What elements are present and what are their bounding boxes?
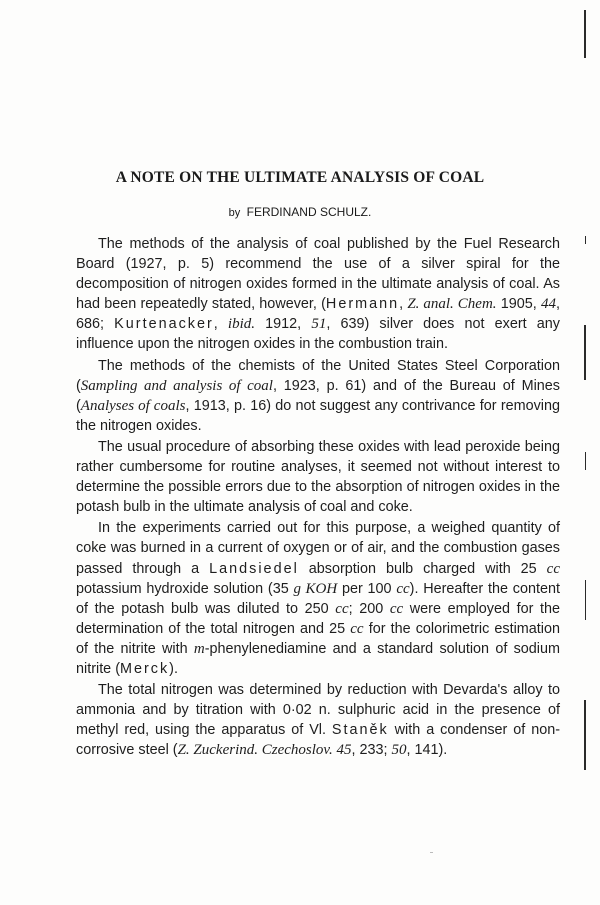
scan-edge-mark: [585, 236, 586, 244]
book-title: Sampling and analysis of coal: [80, 377, 273, 394]
author-citation: Landsiedel: [209, 560, 299, 577]
scan-speck: [430, 852, 433, 853]
paragraph-2: The methods of the chemists of the United States Steel Corporation (Sampling and analysis of coal, 1923, p. 61) and of the Bureau of Mines (Analyses of coals, 1913, p. 16) do not suggest any contrivance for removing the nitrogen oxides.: [76, 357, 560, 434]
book-title: Analyses of coals: [80, 397, 186, 414]
unit-cc: cc: [389, 600, 404, 617]
author-citation: Hermann: [325, 296, 400, 313]
unit-cc: cc: [546, 560, 560, 577]
author-citation: Merck: [119, 660, 170, 677]
unit-cc: cc: [335, 600, 349, 617]
paragraph-4: In the experiments carried out for this purpose, a weighed quantity of coke was burned in a current of oxygen or of air, and the combustion gases passed through a Landsiedel absorption bulb charged with 25 cc potassium hydroxide solution (35 g KOH per 100 cc). Hereafter the content of the potash bulb was diluted to 250 cc; 200 cc were employed for the determination of the total nitrogen and 25 cc for the colorimetric estimation of the nitrite with m-phenylenediamine and a standard solution of sodium nitrite (Merck).: [76, 520, 560, 677]
journal-citation: Z. anal. Chem.: [407, 296, 497, 313]
unit-cc: cc: [350, 620, 364, 637]
journal-citation: Z. Zuckerind. Czechoslov.: [177, 742, 333, 759]
formula: g KOH: [293, 580, 338, 597]
byline-prefix: by: [228, 207, 241, 219]
volume-number: 44: [540, 296, 556, 313]
scan-edge-mark: [585, 452, 586, 470]
volume-number: 51: [311, 316, 327, 333]
author-name: FERDINAND SCHULZ.: [246, 205, 372, 219]
paragraph-3: The usual procedure of absorbing these oxides with lead peroxide being rather cumbersome for routine analyses, it seemed not without interest to determine the possible errors due to the absorption of nitrogen oxides in the potash bulb in the ultimate analysis of coal and coke.: [76, 438, 560, 516]
article-title: A NOTE ON THE ULTIMATE ANALYSIS OF COAL: [115, 169, 485, 186]
volume-number: 45: [332, 742, 352, 759]
scan-edge-mark: [584, 700, 586, 770]
article-body: [76, 234, 560, 761]
unit-cc: cc: [396, 580, 410, 597]
paragraph-5: The total nitrogen was determined by reduction with Devarda's alloy to ammonia and by titration with 0·02 n. sulphuric acid in the presence of methyl red, using the apparatus of Vl. Staněk with a condenser of non-corrosive steel (Z. Zuckerind. Czechoslov. 45, 233; 50, 141).: [76, 682, 560, 759]
meta-prefix: m: [193, 640, 205, 657]
scan-edge-mark: [584, 10, 586, 58]
ibid-citation: ibid.: [227, 316, 256, 333]
volume-number: 50: [391, 742, 407, 759]
author-citation: Staněk: [331, 722, 389, 739]
byline: [0, 205, 600, 219]
paragraph-1: The methods of the analysis of coal published by the Fuel Research Board (1927, p. 5) recommend the use of a silver spiral for the decomposition of nitrogen oxides formed in the ultimate analysis of coal. As had been repeatedly stated, however, (Hermann, Z. anal. Chem. 1905, 44, 686; Kurtenacker, ibid. 1912, 51, 639) silver does not exert any influence upon the nitrogen oxides in the combustion train.: [76, 236, 561, 353]
author-citation: Kurtenacker: [114, 316, 214, 333]
scan-edge-mark: [585, 580, 586, 620]
scan-edge-mark: [584, 325, 586, 380]
